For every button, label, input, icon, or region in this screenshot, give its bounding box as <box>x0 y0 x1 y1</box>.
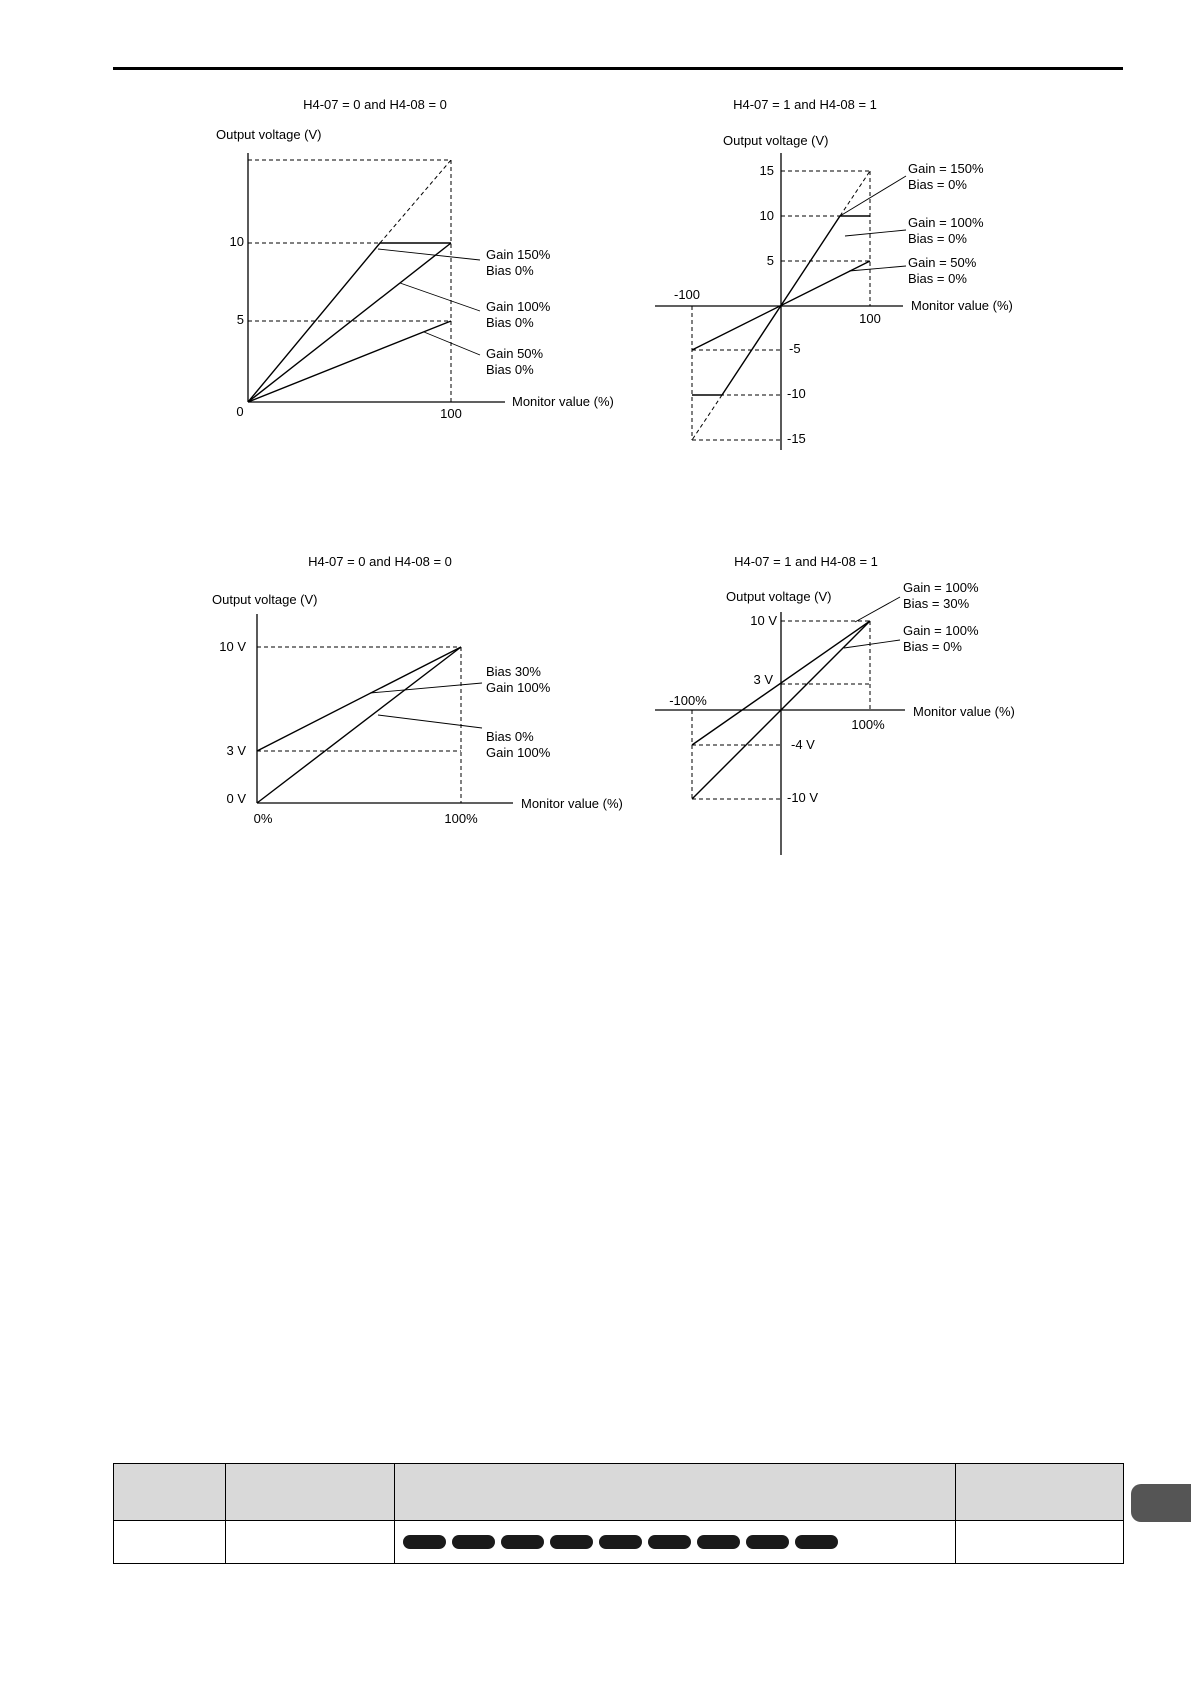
table-header-cell <box>114 1464 226 1521</box>
table-cell <box>956 1521 1124 1564</box>
fig1-title: H4-07 = 0 and H4-08 = 0 <box>303 97 447 112</box>
table-header-row <box>114 1464 1124 1521</box>
fig3-line-bias0 <box>257 647 461 803</box>
table-cell-control-modes <box>395 1521 956 1564</box>
fig2-leader-1 <box>840 176 906 216</box>
table-header-cell <box>226 1464 395 1521</box>
fig2-label-1b: Bias = 0% <box>908 177 967 192</box>
fig1-leader-3 <box>424 332 480 355</box>
fig4-leader-1 <box>855 597 900 622</box>
chapter-tab <box>1131 1484 1191 1522</box>
table-header-cell <box>956 1464 1124 1521</box>
fig2-gain150-ext-neg <box>692 395 722 440</box>
fig1-xtick-100: 100 <box>440 406 462 421</box>
fig4-leader-2 <box>844 640 900 648</box>
fig2-leader-2 <box>845 230 906 236</box>
fig3-label-1a: Bias 30% <box>486 664 541 679</box>
fig1-label-2b: Bias 0% <box>486 315 534 330</box>
fig3-label-1b: Gain 100% <box>486 680 551 695</box>
fig4-label-1b: Bias = 30% <box>903 596 970 611</box>
fig4-x-axis-label: Monitor value (%) <box>913 704 1015 719</box>
fig3-y-axis-label: Output voltage (V) <box>212 592 318 607</box>
fig4-xtick-100: 100% <box>851 717 885 732</box>
control-mode-badge <box>648 1535 691 1549</box>
fig2-title: H4-07 = 1 and H4-08 = 1 <box>733 97 877 112</box>
fig3-label-2a: Bias 0% <box>486 729 534 744</box>
fig3-label-2b: Gain 100% <box>486 745 551 760</box>
fig2-label-3b: Bias = 0% <box>908 271 967 286</box>
control-mode-badge <box>795 1535 838 1549</box>
fig3-title: H4-07 = 0 and H4-08 = 0 <box>308 554 452 569</box>
figure-3 <box>212 554 623 826</box>
fig2-gain150-ext-pos <box>840 171 870 216</box>
fig3-x-axis-label: Monitor value (%) <box>521 796 623 811</box>
fig4-ytick-3v: 3 V <box>753 672 773 687</box>
fig1-x-axis-label: Monitor value (%) <box>512 394 614 409</box>
fig3-leader-2 <box>378 715 482 728</box>
fig1-y-axis-label: Output voltage (V) <box>216 127 322 142</box>
fig4-title: H4-07 = 1 and H4-08 = 1 <box>734 554 878 569</box>
fig3-ytick-0v: 0 V <box>226 791 246 806</box>
fig2-label-2a: Gain = 100% <box>908 215 984 230</box>
fig4-ytick-neg10v: -10 V <box>787 790 819 805</box>
fig4-label-2a: Gain = 100% <box>903 623 979 638</box>
fig3-line-bias30 <box>257 647 461 751</box>
fig2-x-axis-label: Monitor value (%) <box>911 298 1013 313</box>
control-mode-badge <box>403 1535 446 1549</box>
control-mode-badge <box>746 1535 789 1549</box>
parameter-table <box>113 1463 1124 1564</box>
fig1-label-1a: Gain 150% <box>486 247 551 262</box>
fig2-ytick-neg15: -15 <box>787 431 806 446</box>
control-mode-badge <box>599 1535 642 1549</box>
fig2-ytick-15: 15 <box>759 163 774 178</box>
fig1-label-3b: Bias 0% <box>486 362 534 377</box>
fig1-leader-1 <box>378 249 480 260</box>
figure-2 <box>655 97 1013 450</box>
fig3-ytick-10v: 10 V <box>219 639 246 654</box>
fig1-label-1b: Bias 0% <box>486 263 534 278</box>
fig4-xtick-neg100: -100% <box>669 693 707 708</box>
table-row <box>114 1521 1124 1564</box>
table-cell <box>114 1521 226 1564</box>
figure-1 <box>216 97 614 421</box>
fig1-leader-2 <box>400 283 480 311</box>
control-mode-badge <box>697 1535 740 1549</box>
fig2-ytick-neg10: -10 <box>787 386 806 401</box>
fig2-ytick-5: 5 <box>766 253 774 268</box>
fig2-xtick-neg100: -100 <box>674 287 701 302</box>
fig4-label-1a: Gain = 100% <box>903 580 979 595</box>
fig4-y-axis-label: Output voltage (V) <box>726 589 832 604</box>
fig1-label-3a: Gain 50% <box>486 346 544 361</box>
control-mode-badge <box>501 1535 544 1549</box>
fig4-ytick-10v: 10 V <box>750 613 777 628</box>
fig1-label-2a: Gain 100% <box>486 299 551 314</box>
fig2-ytick-neg5: -5 <box>789 341 801 356</box>
fig3-xtick-0: 0% <box>253 811 273 826</box>
control-mode-badge <box>452 1535 495 1549</box>
fig1-ytick-5: 5 <box>236 312 244 327</box>
fig2-ytick-10: 10 <box>759 208 774 223</box>
table-cell <box>226 1521 395 1564</box>
fig1-gain150-extension <box>380 160 451 243</box>
fig1-origin-label: 0 <box>236 404 244 419</box>
fig2-y-axis-label: Output voltage (V) <box>723 133 829 148</box>
fig2-xtick-100: 100 <box>859 311 881 326</box>
fig3-ytick-3v: 3 V <box>226 743 246 758</box>
fig4-label-2b: Bias = 0% <box>903 639 962 654</box>
fig1-line-gain50 <box>248 321 451 402</box>
fig3-xtick-100: 100% <box>444 811 478 826</box>
fig4-ytick-neg4v: -4 V <box>791 737 815 752</box>
fig1-line-gain100 <box>248 243 451 402</box>
table-header-cell <box>395 1464 956 1521</box>
fig1-ytick-10: 10 <box>229 234 244 249</box>
fig2-label-2b: Bias = 0% <box>908 231 967 246</box>
control-mode-badges <box>403 1535 947 1549</box>
fig2-label-3a: Gain = 50% <box>908 255 977 270</box>
figure-4 <box>655 554 1015 855</box>
control-mode-badge <box>550 1535 593 1549</box>
fig2-label-1a: Gain = 150% <box>908 161 984 176</box>
